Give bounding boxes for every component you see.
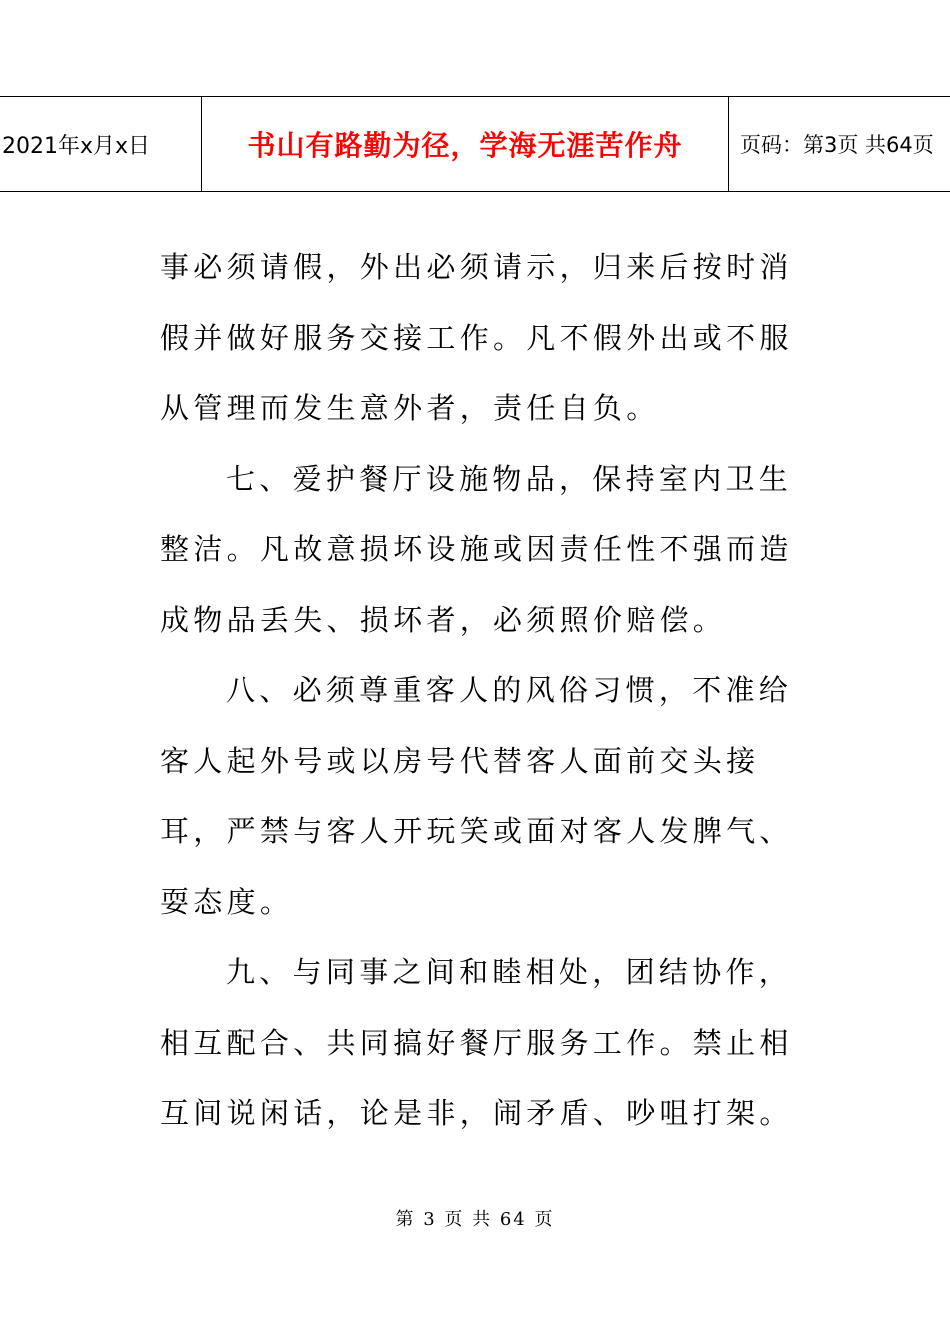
paragraph: 事必须请假，外出必须请示，归来后按时消假并做好服务交接工作。凡不假外出或不服从管理而发生意外者，责任自负。 [160, 250, 793, 425]
header-motto: 书山有路勤为径，学海无涯苦作舟 [201, 97, 729, 191]
paragraph: 九、与同事之间和睦相处，团结协作，相互配合、共同搞好餐厅服务工作。禁止相互间说闲话，论是非，闹矛盾、吵咀打架。 [160, 955, 793, 1130]
header-date: 2021年x月x日 [2, 133, 151, 159]
paragraph: 七、爱护餐厅设施物品，保持室内卫生整洁。凡故意损坏设施或因责任性不强而造成物品丢失、损坏者，必须照价赔偿。 [160, 461, 793, 637]
page-footer: 第 3 页 共 64 页 [395, 1209, 555, 1230]
document-body [160, 232, 820, 1149]
page-header [0, 96, 950, 192]
paragraph: 八、必须尊重客人的风俗习惯，不准给客人起外号或以房号代替客人面前交头接耳，严禁与客人开玩笑或面对客人发脾气、耍态度。 [160, 673, 793, 919]
header-page-info: 页码：第3页 共64页 [740, 133, 934, 157]
